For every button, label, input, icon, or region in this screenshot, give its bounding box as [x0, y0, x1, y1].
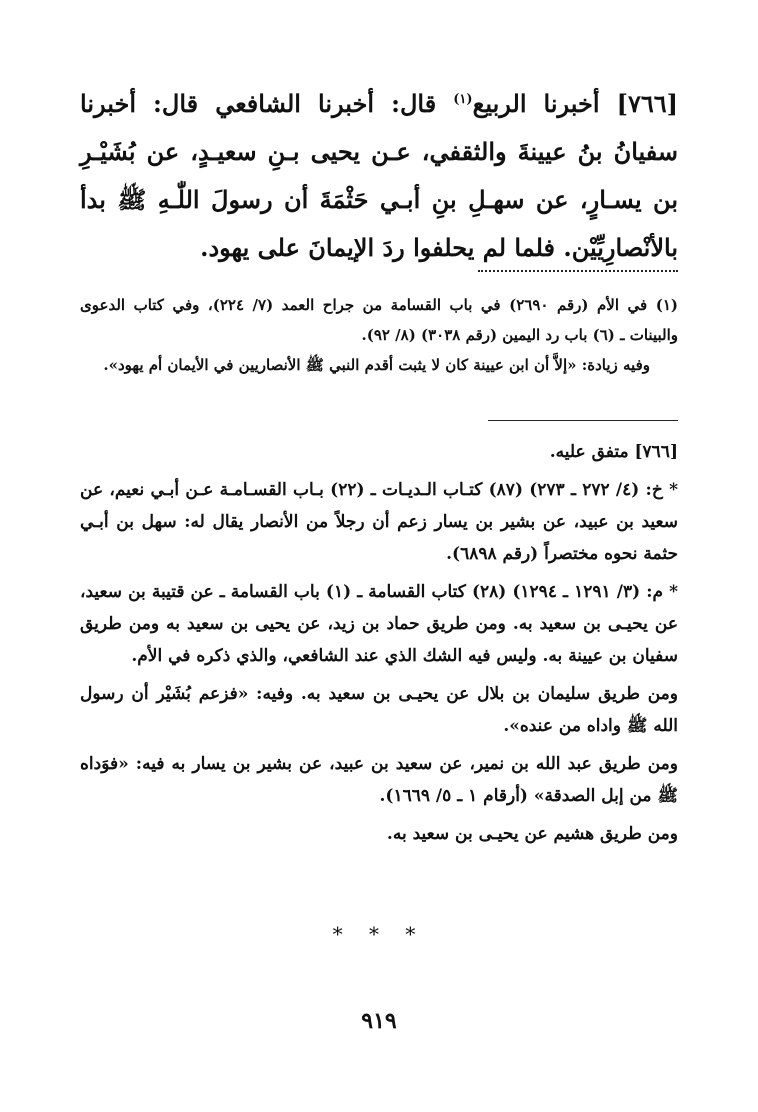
hadith-paragraph [80, 80, 678, 272]
hadith-text-part2: قال: أخبرنا الشافعي قال: أخبرنا سفيانُ بنُ عيينةَ والثقفي، عـن يحيى بـنِ سعيـدٍ، عن بُشَيْـرِ بن يسـارٍ، عن سهـلِ بنِ أبـي حَثْمَةَ أن رسولَ اللّٰـهِ ﷺ بدأ بالأنْصارِيِّيْن. فلما لم يحلفوا ردَ الإيمانَ على يهود. [80, 89, 678, 262]
takhrij-ibn-numayr: ومن طريق عبد الله بن نمير، عن سعيد بن عبيد، عن بشير بن يسار به فيه: «فوَداه ﷺ من إبل الصدقة» (أرقام ١ ـ ٥/ ١٦٦٩). [80, 754, 678, 806]
hadith-number: [٧٦٦] [616, 89, 678, 118]
asterism-separator: * * * [332, 922, 426, 946]
hadith-text-part1: أخبرنا الربيع [472, 89, 617, 118]
footnote-marker: (١) [453, 92, 473, 107]
takhrij-muslim: * م: (٣/ ١٢٩١ ـ ١٢٩٤) (٢٨) كتاب القسامة ـ (١) باب القسامة ـ عن قتيبة بن سعيد، عن يحيـى بن سعيد به. ومن طريق حماد بن زيد، عن يحيى بن سعيد به ومن طريق سفيان بن عيينة به. وليس فيه الشك الذي عند الشافعي، والذي ذكره في الأم. [80, 582, 678, 666]
footnote-1-addition: وفيه زيادة: «إلاَّ أن ابن عيينة كان لا يثبت أقدم النبي ﷺ الأنصاريين في الأيمان أم يهود». [103, 356, 650, 374]
footnote-separator [478, 270, 678, 272]
footnotes [80, 290, 678, 380]
main-hadith-text [80, 80, 678, 272]
takhrij-section [80, 436, 678, 856]
section-divider [488, 420, 678, 421]
takhrij-bukhari: * خ: (٤/ ٢٧٢ ـ ٢٧٣) (٨٧) كتـاب الـديـات ـ (٢٢) بـاب القسـامـة عـن أبـي نعيم، عن سعيد بن عبيد، عن بشير بن يسار زعم أن رجلاً من الأنصار يقال له: سهل بن أبـي حثمة نحوه مختصراً (رقم ٦٨٩٨). [80, 480, 678, 564]
takhrij-hushaym: ومن طريق هشيم عن يحيـى بن سعيد به. [386, 824, 678, 844]
footnote-1: (١) في الأم (رقم ٢٦٩٠) في باب القسامة من جراح العمد (٧/ ٢٢٤)، وفي كتاب الدعوى والبينات ـ (٦) باب رد اليمين (رقم ٣٠٣٨) (٨/ ٩٢). [80, 296, 679, 344]
takhrij-sulayman: ومن طريق سليمان بن بلال عن يحيـى بن سعيد به. وفيه: «فزعم بُشَيْر أن رسول الله ﷺ واداه من عنده». [80, 684, 678, 736]
page-number: ٩١٩ [361, 1008, 397, 1034]
takhrij-header: [٧٦٦] متفق عليه. [549, 442, 678, 462]
